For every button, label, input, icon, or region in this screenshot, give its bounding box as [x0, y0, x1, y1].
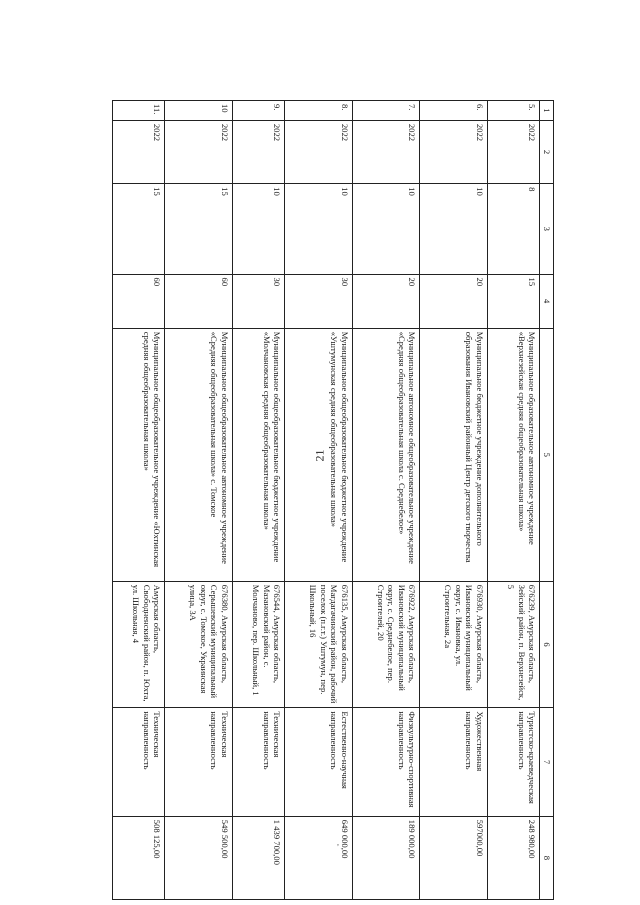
table-row	[232, 101, 284, 900]
table-cell-c6: 676239, Амурская область, Зейский район, п. Верхнезейск, 5	[487, 581, 539, 708]
header-cell: 5	[540, 328, 554, 581]
table-row	[285, 101, 352, 900]
table-cell-c3: 8	[487, 184, 539, 274]
table-row	[352, 101, 419, 900]
header-cell: 4	[540, 274, 554, 328]
page-number: 21	[312, 449, 327, 462]
table-cell-c5: Муниципальное общеобразовательное бюджетное учреждение «Молчановская средняя общеобразовательная школа»	[232, 328, 284, 581]
table-cell-c7: Туристско-краеведческая направленность	[487, 708, 539, 816]
table-cell-c1: 6.	[420, 101, 487, 121]
table-cell-c3: 15	[113, 184, 165, 274]
table-cell-c6: 676380, Амурская область, Серышевский муниципальный округ, с. Томское, Украинская улица, 3А	[165, 581, 232, 708]
table-cell-c3: 10	[352, 184, 419, 274]
table-cell-c8: 549 500,00	[165, 816, 232, 899]
table-cell-c7: Техническая направленность	[232, 708, 284, 816]
table-cell-c6: 676544, Амурская область, Мазановский район, с. Молчаново, пер. Школьный, 1	[232, 581, 284, 708]
table-row	[487, 101, 539, 900]
table-cell-c4: 20	[420, 274, 487, 328]
table-cell-c1: 7.	[352, 101, 419, 121]
table-cell-c4: 20	[352, 274, 419, 328]
table-cell-c5: Муниципальное образовательное автономное учреждение «Верхнезейская средняя общеобразовательная школа»	[487, 328, 539, 581]
table-cell-c2: 2022	[232, 120, 284, 183]
table-cell-c7: Естественно-научная направленность	[285, 708, 352, 816]
table-cell-c1: 9.	[232, 101, 284, 121]
table-cell-c7: Физкультурно-спортивная направленность	[352, 708, 419, 816]
table-cell-c5: Муниципальное автономное общеобразовательное учреждение «Средняя общеобразовательная школа с. Среднебелое»	[352, 328, 419, 581]
table-cell-c8: 649 000,00	[285, 816, 352, 899]
table-cell-c6: 676135, Амурская область, Магдагачинский район, рабочий поселок (п.г.т.) Уштумун, пер. Школьный, 16	[285, 581, 352, 708]
header-cell: 2	[540, 120, 554, 183]
table-cell-c8: 189 000,00	[352, 816, 419, 899]
table-cell-c2: 2022	[165, 120, 232, 183]
table-cell-c4: 30	[232, 274, 284, 328]
data-table-wrapper	[112, 100, 554, 900]
stray-mark: ,	[337, 838, 339, 847]
table-row	[113, 101, 165, 900]
table-cell-c4: 15	[487, 274, 539, 328]
table-cell-c7: Техническая направленность	[165, 708, 232, 816]
table-cell-c8: 597000,00	[420, 816, 487, 899]
table-cell-c5: Муниципальное общеобразовательное учреждение «Юхтинская средняя общеобразовательная школа»	[113, 328, 165, 581]
table-cell-c1: 10	[165, 101, 232, 121]
header-row	[540, 101, 554, 900]
table-cell-c3: 10	[420, 184, 487, 274]
table-cell-c4: 60	[113, 274, 165, 328]
table-cell-c8: 1 439 700,00	[232, 816, 284, 899]
table-cell-c5: Муниципальное общеобразовательное автономное учреждение «Средняя общеобразовательная школа» с. Томское	[165, 328, 232, 581]
table-cell-c8: 248 980,00	[487, 816, 539, 899]
table-cell-c6: Амурская область, Свободненский район, п. Юхта, ул. Школьная, 4	[113, 581, 165, 708]
data-table	[112, 100, 554, 900]
table-cell-c2: 2022	[285, 120, 352, 183]
table-cell-c7: Художественная направленность	[420, 708, 487, 816]
table-cell-c2: 2022	[487, 120, 539, 183]
header-cell: 8	[540, 816, 554, 899]
table-cell-c6: 676930, Амурская область, Ивановский муниципальный округ, с. Ивановка, ул. Строительная, 2а	[420, 581, 487, 708]
table-cell-c2: 2022	[420, 120, 487, 183]
header-cell: 6	[540, 581, 554, 708]
table-cell-c1: 8.	[285, 101, 352, 121]
table-cell-c8: 508 125,00	[113, 816, 165, 899]
table-cell-c5: Муниципальное бюджетное учреждение дополнительного образования Ивановский районный Центр детского творчества	[420, 328, 487, 581]
table-cell-c6: 676922, Амурская область, Ивановский муниципальный округ, с. Среднебелое, пер. Строителей, 20	[352, 581, 419, 708]
table-cell-c4: 60	[165, 274, 232, 328]
table-row	[165, 101, 232, 900]
table-cell-c7: Техническая направленность	[113, 708, 165, 816]
header-cell: 7	[540, 708, 554, 816]
table-cell-c3: 10	[285, 184, 352, 274]
table-cell-c3: 10	[232, 184, 284, 274]
header-cell: 1	[540, 101, 554, 121]
table-cell-c1: 5.	[487, 101, 539, 121]
header-cell: 3	[540, 184, 554, 274]
table-cell-c1: 11.	[113, 101, 165, 121]
table-cell-c5: Муниципальное общеобразовательное бюджетное учреждение «Уштумунская средняя общеобразовательная школа»	[285, 328, 352, 581]
table-row	[420, 101, 487, 900]
table-cell-c2: 2022	[352, 120, 419, 183]
table-cell-c3: 15	[165, 184, 232, 274]
table-cell-c2: 2022	[113, 120, 165, 183]
table-cell-c4: 30	[285, 274, 352, 328]
